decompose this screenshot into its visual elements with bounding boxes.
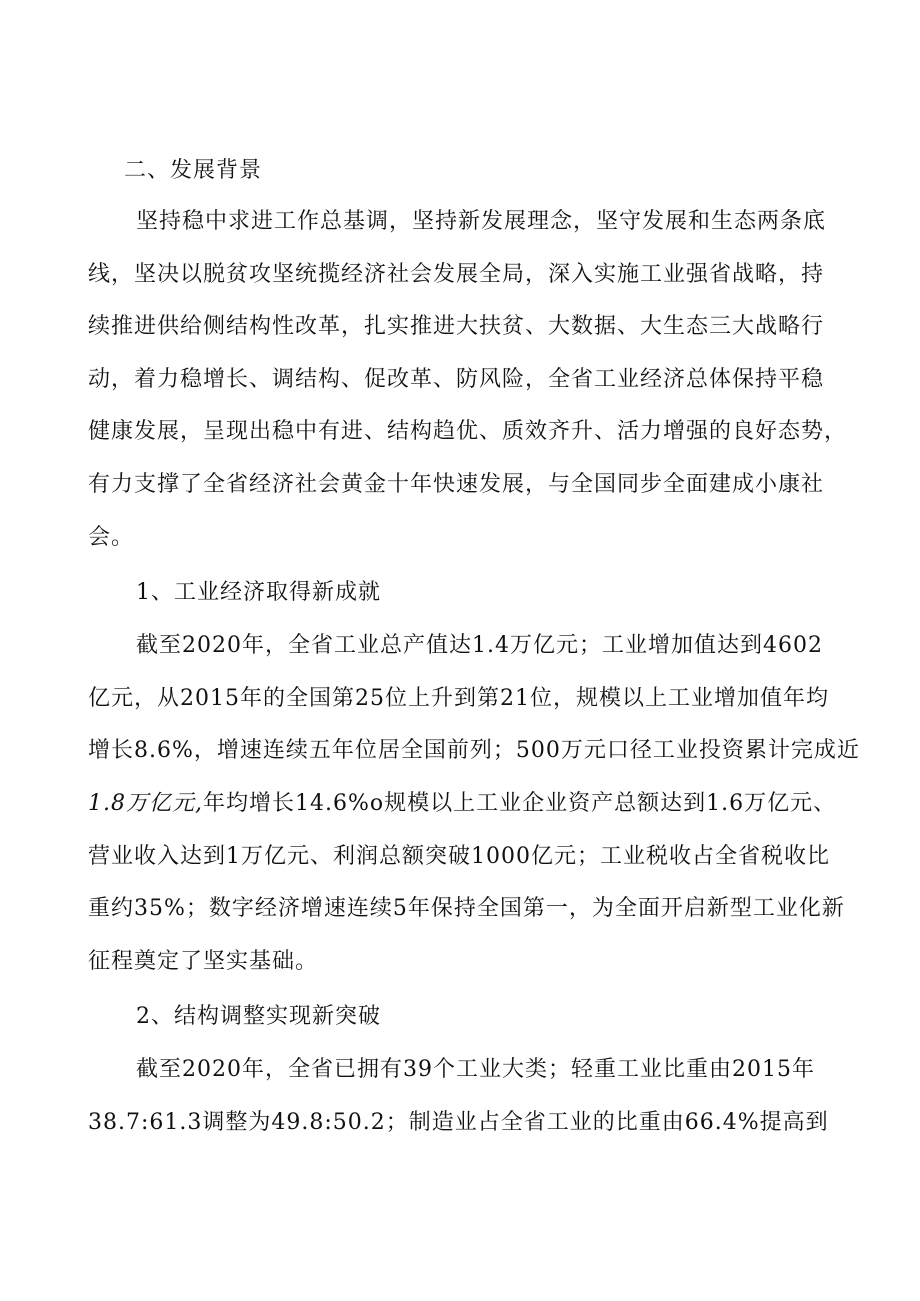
sub1-line-7: 征程奠定了坚实基础。 — [88, 948, 319, 974]
subsection1-title: 1、工业经济取得新成就 — [136, 580, 381, 606]
intro-paragraph — [88, 196, 848, 564]
document-content — [88, 148, 860, 1150]
intro-line-3: 续推进供给侧结构性改革，扎实推进大扶贫、大数据、大生态三大战略行 — [88, 314, 825, 340]
intro-line-2: 线，坚决以脱贫攻坚统揽经济社会发展全局，深入实施工业强省战略，持 — [88, 261, 825, 287]
sub1-line-3: 增长8.6%，增速连续五年位居全国前列；500万元口径工业投资累计完成近 — [88, 738, 860, 764]
intro-line-5: 健康发展，呈现出稳中有进、结构趋优、质效齐升、活力增强的良好态势， — [88, 419, 848, 445]
sub1-line-5: 营业收入达到1万亿元、利润总额突破1000亿元；工业税收占全省税收比 — [88, 843, 830, 869]
intro-line-7: 会。 — [88, 524, 135, 550]
subsection1-paragraph — [88, 620, 860, 988]
subsection2-title: 2、结构调整实现新突破 — [136, 1004, 381, 1030]
subsection2-paragraph — [88, 1044, 840, 1149]
sub2-line-2: 38.7:61.3调整为49.8:50.2；制造业占全省工业的比重由66.4%提高到 — [88, 1109, 829, 1135]
sub2-line-1: 截至2020年，全省已拥有39个工业大类；轻重工业比重由2015年 — [136, 1057, 815, 1083]
sub1-line-6: 重约35%；数字经济增速连续5年保持全国第一，为全面开启新型工业化新 — [88, 896, 845, 922]
intro-line-1: 坚持稳中求进工作总基调，坚持新发展理念，坚守发展和生态两条底 — [136, 209, 827, 234]
sub1-line-4-rest: 年均增长14.6%o规模以上工业企业资产总额达到1.6万亿元、 — [202, 790, 837, 816]
section-title: 二、发展背景 — [124, 158, 263, 183]
sub1-line-2: 亿元，从2015年的全国第25位上升到第21位，规模以上工业增加值年均 — [88, 685, 829, 711]
intro-line-6: 有力支撑了全省经济社会黄金十年快速发展，与全国同步全面建成小康社 — [88, 471, 825, 497]
intro-line-4: 动，着力稳增长、调结构、促改革、防风险，全省工业经济总体保持平稳 — [88, 366, 825, 392]
sub1-line-4 — [88, 778, 840, 831]
sub1-line-4-italic: 1.8万亿元, — [88, 790, 203, 816]
sub1-line-1: 截至2020年，全省工业总产值达1.4万亿元；工业增加值达到4602 — [136, 633, 823, 659]
